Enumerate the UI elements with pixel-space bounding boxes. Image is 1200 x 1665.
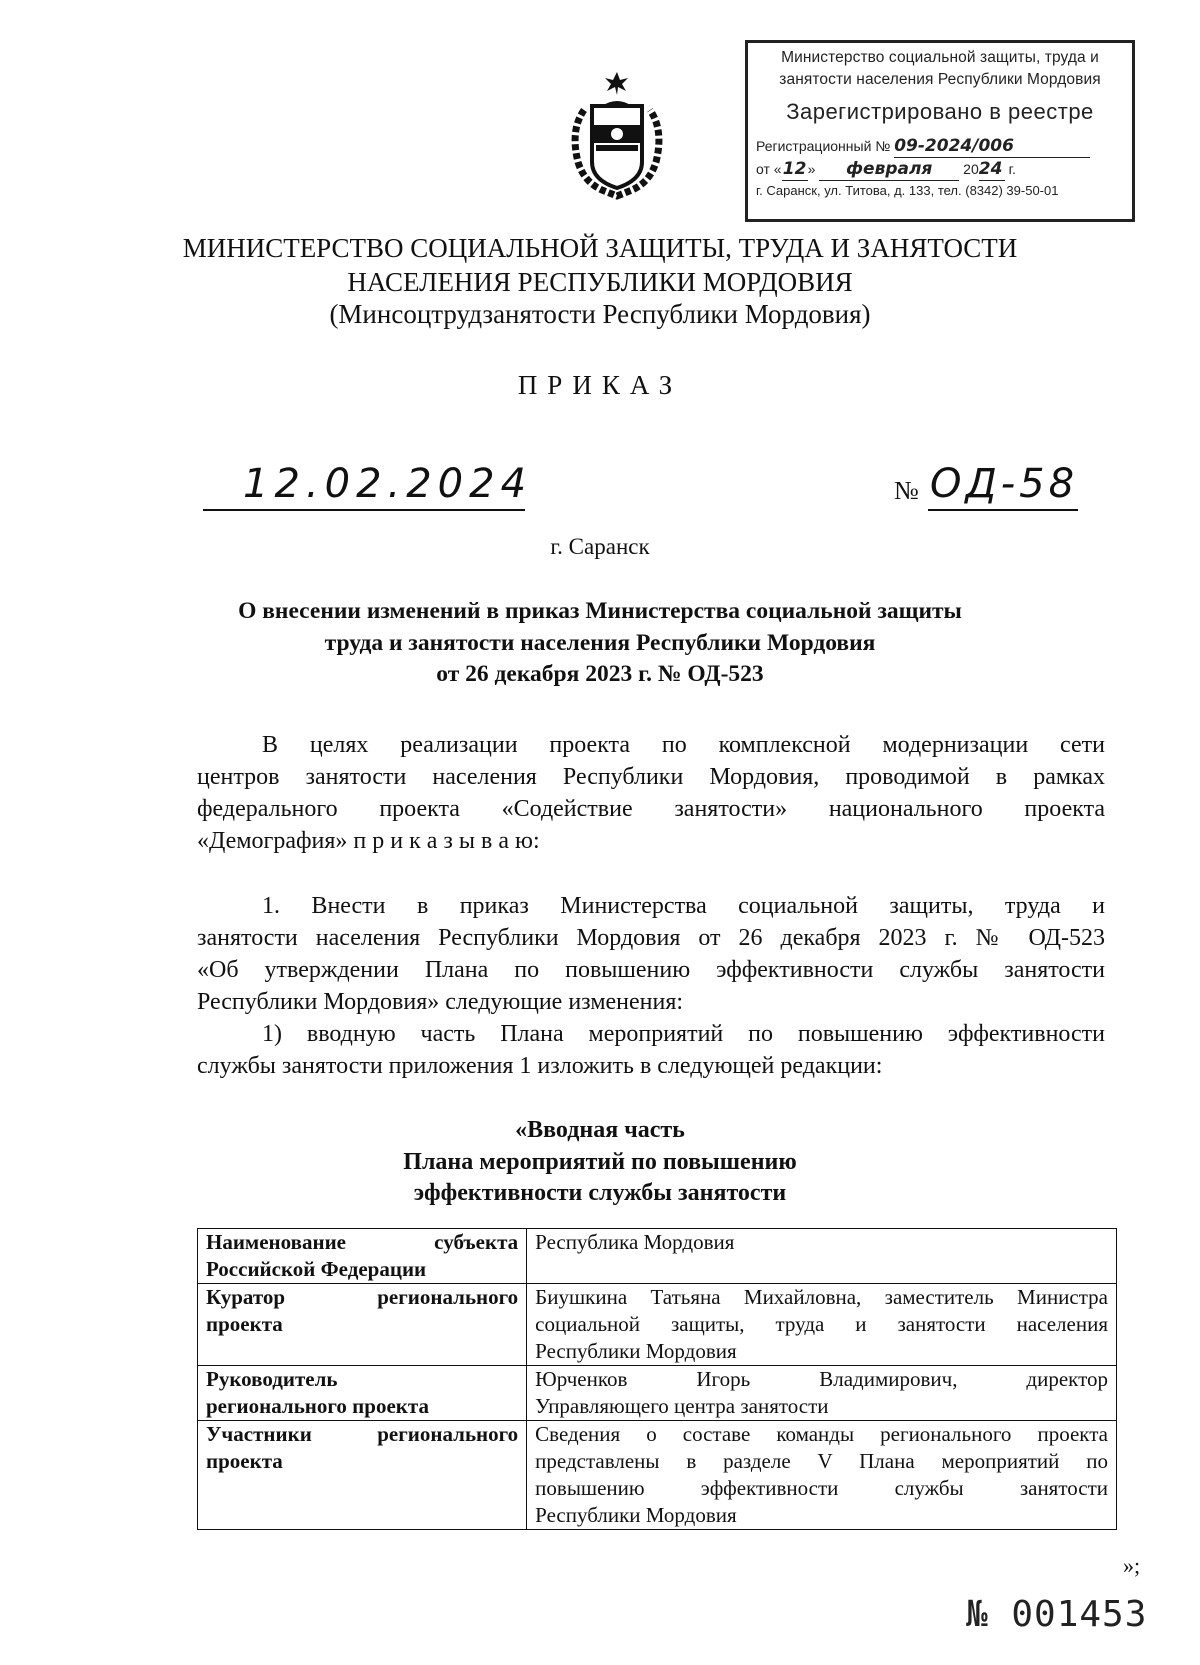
body-text-line: «Демография» п р и к а з ы в а ю: — [197, 828, 540, 854]
stamp-registered-label: Зарегистрировано в реестре — [786, 99, 1094, 124]
stamp-date-year: 24 — [978, 159, 1003, 179]
table-value-cell: Биушкина Татьяна Михайловна, заместитель Министра социальной защиты, труда и занятости населения Республики Мордовия — [527, 1284, 1117, 1366]
body-text-line: 1) вводную часть Плана мероприятий по повышению эффективности — [262, 1021, 1105, 1047]
body-text-line: Республики Мордовия» следующие изменения: — [197, 989, 684, 1015]
form-serial-number: № 001453 — [966, 1594, 1148, 1635]
order-city: г. Саранск — [550, 534, 650, 559]
order-number: ОД-58 — [930, 461, 1079, 507]
order-date: 12.02.2024 — [243, 461, 533, 507]
table-value-cell: Юрченков Игорь Владимирович, директор Управляющего центра занятости — [527, 1366, 1117, 1421]
table-row — [198, 1421, 1117, 1530]
order-title-line-2: труда и занятости населения Республики Мордовия — [324, 630, 876, 656]
stamp-date-mid: » — [807, 161, 816, 177]
section-subtitle-line-3: эффективности службы занятости — [413, 1180, 787, 1206]
table-key-cell: Участники регионального проекта — [198, 1421, 527, 1530]
stamp-date-day: 12 — [782, 159, 807, 179]
body-text-line: службы занятости приложения 1 изложить в следующей редакции: — [197, 1053, 883, 1079]
table-key-cell: Руководитель регионального проекта — [198, 1366, 527, 1421]
body-text-line: 1. Внести в приказ Министерства социальной защиты, труда и — [262, 893, 1105, 919]
stamp-date-month: февраля — [846, 159, 933, 179]
registration-stamp — [745, 40, 1135, 222]
order-title-line-3: от 26 декабря 2023 г. № ОД-523 — [436, 661, 764, 687]
table-key-cell: Куратор регионального проекта — [198, 1284, 527, 1366]
table-value-cell: Республика Мордовия — [527, 1229, 1117, 1284]
stamp-ministry-line-2: занятости населения Республики Мордовия — [779, 71, 1101, 88]
ministry-short-name: (Минсоцтрудзанятости Республики Мордовия) — [329, 299, 871, 329]
stamp-date-suffix: г. — [1008, 161, 1016, 177]
stamp-reg-number-label: Регистрационный № — [756, 138, 891, 154]
table-value-cell: Сведения о составе команды регионального проекта представлены в разделе V Плана мероприятий по повышению эффективности службы занятости Республики Мордовия — [527, 1421, 1117, 1530]
stamp-ministry-line-1: Министерство социальной защиты, труда и — [781, 49, 1099, 66]
order-date-field — [203, 459, 533, 511]
coat-of-arms-emblem — [562, 70, 672, 200]
body-text-line: центров занятости населения Республики Мордовия, проводимой в рамках — [197, 764, 1105, 790]
ministry-name-line-2: НАСЕЛЕНИЯ РЕСПУБЛИКИ МОРДОВИЯ — [347, 267, 853, 297]
document-type: ПРИКАЗ — [517, 370, 683, 400]
table-row — [198, 1229, 1117, 1284]
body-text-line: занятости населения Республики Мордовия от 26 декабря 2023 г. № ОД-523 — [197, 925, 1105, 951]
table-row — [198, 1284, 1117, 1366]
stamp-date-prefix: от « — [756, 161, 782, 177]
stamp-reg-number-value: 09-2024/006 — [894, 136, 1014, 156]
body-text-line: федерального проекта «Содействие занятости» национального проекта — [197, 796, 1105, 822]
table-row — [198, 1366, 1117, 1421]
order-number-field — [928, 459, 1078, 511]
order-title-line-1: О внесении изменений в приказ Министерства социальной защиты — [238, 598, 962, 624]
stamp-year-prefix: 20 — [963, 161, 979, 177]
ministry-name-line-1: МИНИСТЕРСТВО СОЦИАЛЬНОЙ ЗАЩИТЫ, ТРУДА И ЗАНЯТОСТИ — [182, 233, 1018, 263]
closing-quote: »; — [1123, 1553, 1141, 1578]
stamp-address: г. Саранск, ул. Титова, д. 133, тел. (8342) 39-50-01 — [756, 183, 1059, 198]
body-text-line: В целях реализации проекта по комплексной модернизации сети — [262, 732, 1105, 758]
project-info-table — [197, 1228, 1117, 1530]
order-number-label: № — [894, 476, 919, 505]
section-subtitle-line-2: Плана мероприятий по повышению — [403, 1149, 797, 1175]
body-text-line: «Об утверждении Плана по повышению эффективности службы занятости — [197, 957, 1105, 983]
section-subtitle-line-1: «Вводная часть — [515, 1117, 685, 1143]
stamp-reg-number-row — [756, 135, 1124, 158]
table-key-cell: Наименование субъекта Российской Федерации — [198, 1229, 527, 1284]
stamp-date-row — [756, 158, 1124, 181]
